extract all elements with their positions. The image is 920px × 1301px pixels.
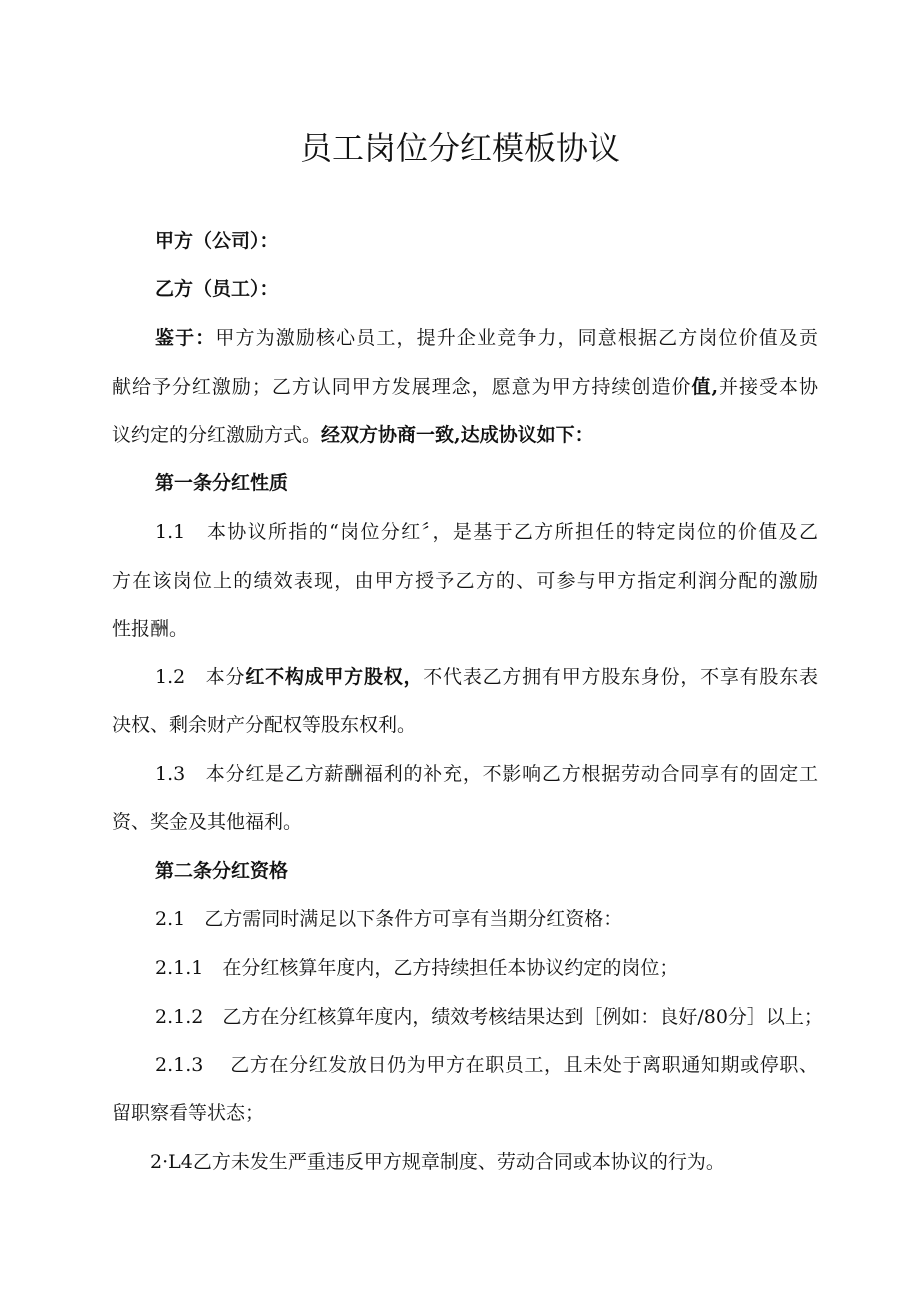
clause-1-3-line-2: 资、奖金及其他福利。 bbox=[112, 811, 303, 833]
article-2-heading: 第二条分红资格 bbox=[155, 860, 289, 882]
clause-2-1: 2.1 乙方需同时满足以下条件方可享有当期分红资格： bbox=[155, 908, 623, 930]
whereas-text-2b: 值, bbox=[691, 376, 719, 398]
whereas-line-3 bbox=[112, 420, 594, 450]
clause-1-1-line-2: 方在该岗位上的绩效表现，由甲方授予乙方的、可参与甲方指定利润分配的激励 bbox=[112, 570, 818, 592]
party-a-label: 甲方（公司）： bbox=[155, 230, 279, 252]
clause-1-3-line-1: 1.3 本分红是乙方薪酬福利的补充，不影响乙方根据劳动合同享有的固定工 bbox=[155, 763, 818, 785]
whereas-text-2a: 献给予分红激励；乙方认同甲方发展理念，愿意为甲方持续创造价 bbox=[112, 376, 692, 398]
clause-2-1-3-line-2: 留职察看等状态； bbox=[112, 1102, 265, 1124]
document-title: 员工岗位分红模板协议 bbox=[299, 129, 620, 167]
whereas-text-3b: 经双方协商一致,达成协议如下： bbox=[321, 424, 594, 446]
clause-2-1-3-line-1: 2.1.3 乙方在分红发放日仍为甲方在职员工，且未处于离职通知期或停职、 bbox=[155, 1054, 818, 1076]
clause-2-1-4: 2·L4乙方未发生严重违反甲方规章制度、劳动合同或本协议的行为。 bbox=[150, 1151, 725, 1173]
whereas-text-1: 甲方为激励核心员工，提升企业竞争力，同意根据乙方岗位价值及贡 bbox=[215, 327, 818, 349]
clause-1-2-line-1 bbox=[155, 662, 818, 692]
party-b-label: 乙方（员工）： bbox=[155, 278, 279, 300]
clause-2-1-2: 2.1.2 乙方在分红核算年度内，绩效考核结果达到［例如：良好/80分］以上； bbox=[155, 1006, 823, 1028]
clause-1-2-text-c: 不代表乙方拥有甲方股东身份，不享有股东表 bbox=[423, 666, 818, 688]
clause-1-2-line-2: 决权、剩余财产分配权等股东权利。 bbox=[112, 714, 417, 736]
clause-1-1-line-3: 性报酬。 bbox=[112, 618, 189, 640]
whereas-text-2c: 并接受本协 bbox=[718, 376, 818, 398]
whereas-line-1 bbox=[155, 323, 818, 353]
whereas-line-2 bbox=[112, 372, 818, 402]
clause-1-2-text-a: 1.2 本分 bbox=[155, 666, 246, 688]
clause-2-1-1: 2.1.1 在分红核算年度内，乙方持续担任本协议约定的岗位； bbox=[155, 957, 679, 979]
clause-1-1-line-1: 1.1 本协议所指的“岗位分红〞，是基于乙方所担任的特定岗位的价值及乙 bbox=[155, 521, 818, 543]
whereas-text-3a: 议约定的分红激励方式。 bbox=[112, 424, 322, 446]
article-1-heading: 第一条分红性质 bbox=[155, 472, 289, 494]
clause-1-2-text-b: 红不构成甲方股权， bbox=[245, 666, 424, 688]
whereas-label: 鉴于： bbox=[155, 327, 216, 349]
